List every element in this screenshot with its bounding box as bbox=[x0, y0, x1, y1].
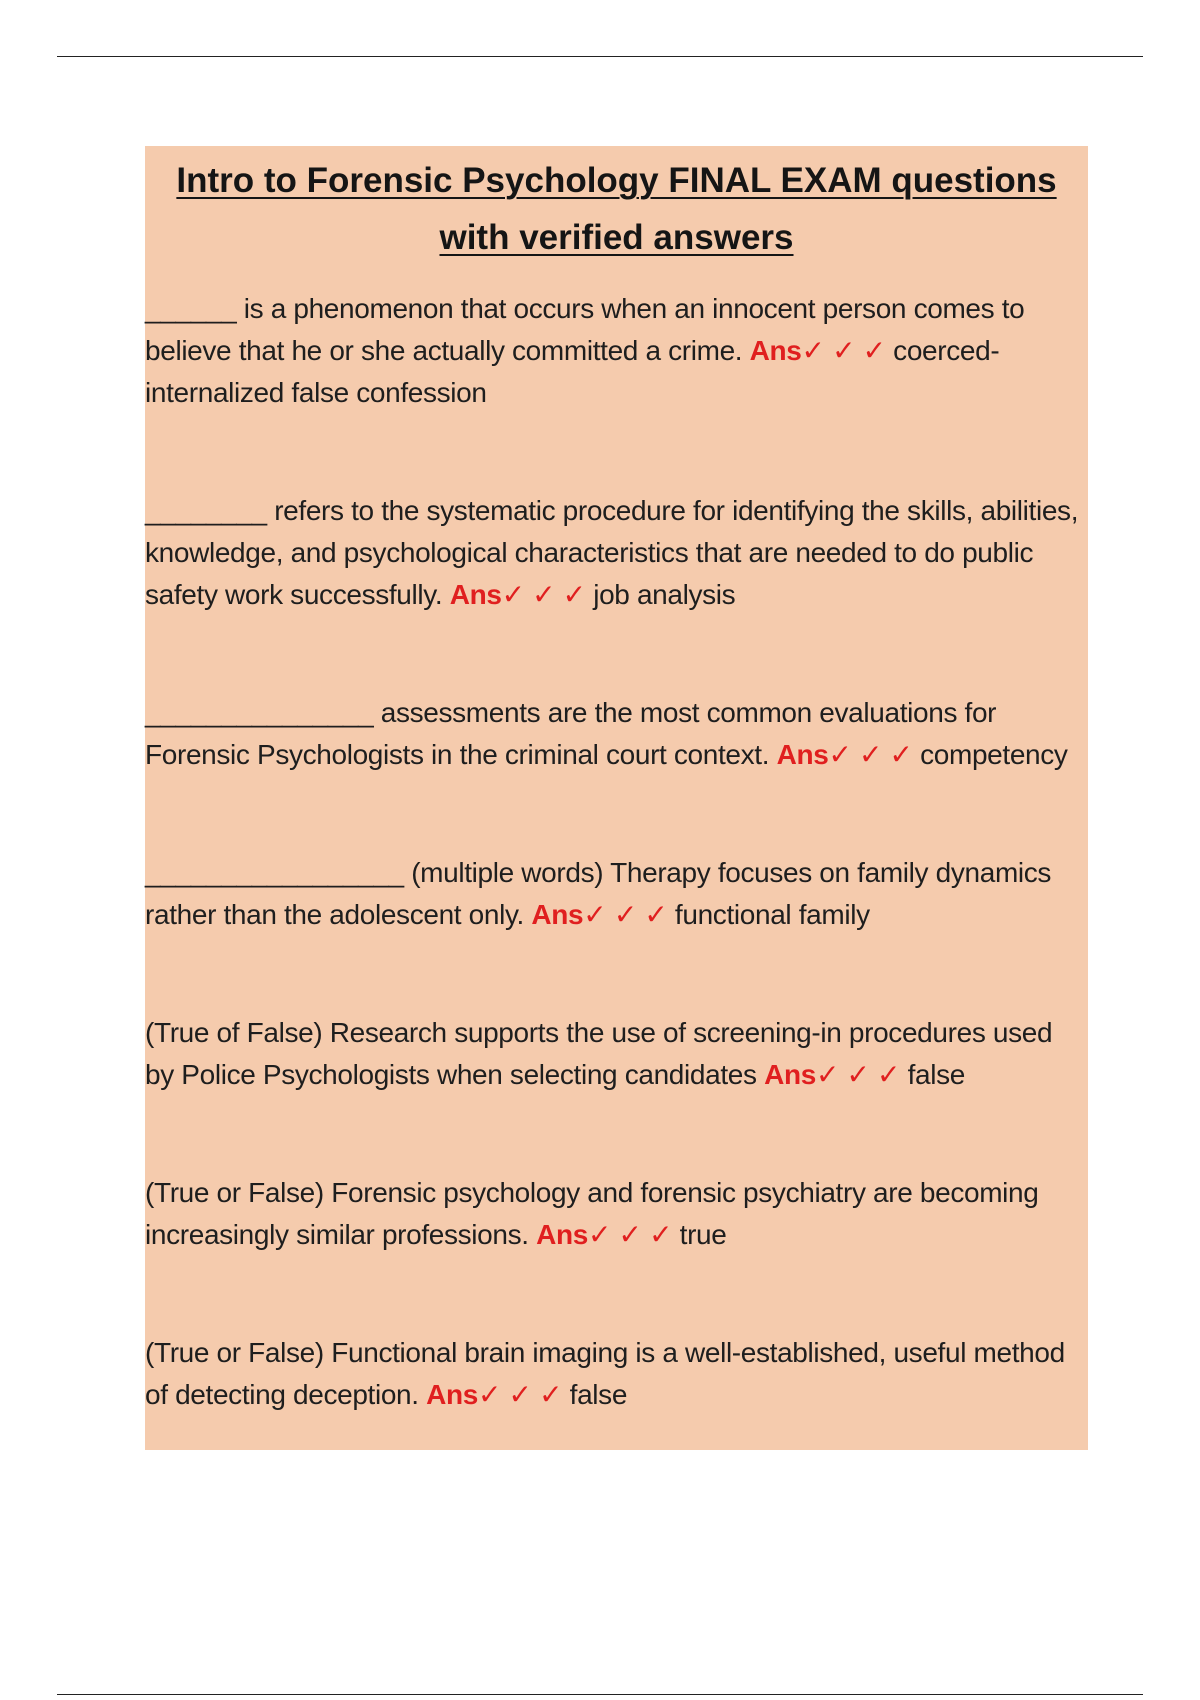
qa-item bbox=[145, 1172, 1088, 1256]
question-text: (True or False) Forensic psychology and forensic psychiatry are becoming increasingly similar professions. bbox=[145, 1177, 1039, 1250]
question-text: (True or False) Functional brain imaging is a well-established, useful method of detecting deception. bbox=[145, 1337, 1065, 1410]
qa-item bbox=[145, 692, 1088, 776]
answer-label: Ans bbox=[764, 1059, 816, 1090]
check-marks-icon: ✓ ✓ ✓ bbox=[588, 1219, 673, 1250]
page-top-rule bbox=[57, 56, 1143, 57]
question-text: ________ refers to the systematic procedure for identifying the skills, abilities, knowledge, and psychological characteristics that are needed to do public safety work successfully. bbox=[145, 495, 1079, 610]
question-text: (True of False) Research supports the use of screening-in procedures used by Police Psychologists when selecting candidates bbox=[145, 1017, 1053, 1090]
check-marks-icon: ✓ ✓ ✓ bbox=[583, 899, 668, 930]
answer-text: true bbox=[679, 1219, 727, 1250]
question-text: _______________ assessments are the most common evaluations for Forensic Psychologists in the criminal court context. bbox=[145, 697, 997, 770]
qa-item bbox=[145, 1332, 1088, 1416]
check-marks-icon: ✓ ✓ ✓ bbox=[801, 335, 886, 366]
answer-text: job analysis bbox=[593, 579, 736, 610]
check-marks-icon: ✓ ✓ ✓ bbox=[815, 1059, 901, 1090]
answer-label: Ans bbox=[749, 335, 802, 366]
exam-content-box bbox=[145, 146, 1088, 1450]
answer-label: Ans bbox=[426, 1379, 479, 1410]
answer-text: coerced-internalized false confession bbox=[145, 335, 1000, 408]
answer-text: false bbox=[907, 1059, 965, 1090]
answer-label: Ans bbox=[531, 899, 584, 930]
question-text: ______ is a phenomenon that occurs when an innocent person comes to believe that he or she actually committed a crime. bbox=[145, 293, 1025, 366]
qa-item bbox=[145, 852, 1088, 936]
answer-label: Ans bbox=[449, 579, 502, 610]
answer-text: competency bbox=[920, 739, 1068, 770]
answer-label: Ans bbox=[536, 1219, 589, 1250]
check-marks-icon: ✓ ✓ ✓ bbox=[478, 1379, 563, 1410]
check-marks-icon: ✓ ✓ ✓ bbox=[501, 579, 586, 610]
page-bottom-rule bbox=[57, 1694, 1143, 1695]
check-marks-icon: ✓ ✓ ✓ bbox=[828, 739, 913, 770]
document-title: Intro to Forensic Psychology FINAL EXAM questions with verified answers bbox=[176, 161, 1057, 257]
answer-label: Ans bbox=[776, 739, 829, 770]
qa-item bbox=[145, 288, 1088, 414]
qa-list bbox=[145, 288, 1088, 1416]
answer-text: functional family bbox=[674, 899, 870, 930]
qa-item bbox=[145, 1012, 1088, 1096]
question-text: _________________ (multiple words) Therapy focuses on family dynamics rather than the adolescent only. bbox=[145, 857, 1052, 930]
qa-item bbox=[145, 490, 1088, 616]
answer-text: false bbox=[569, 1379, 628, 1410]
